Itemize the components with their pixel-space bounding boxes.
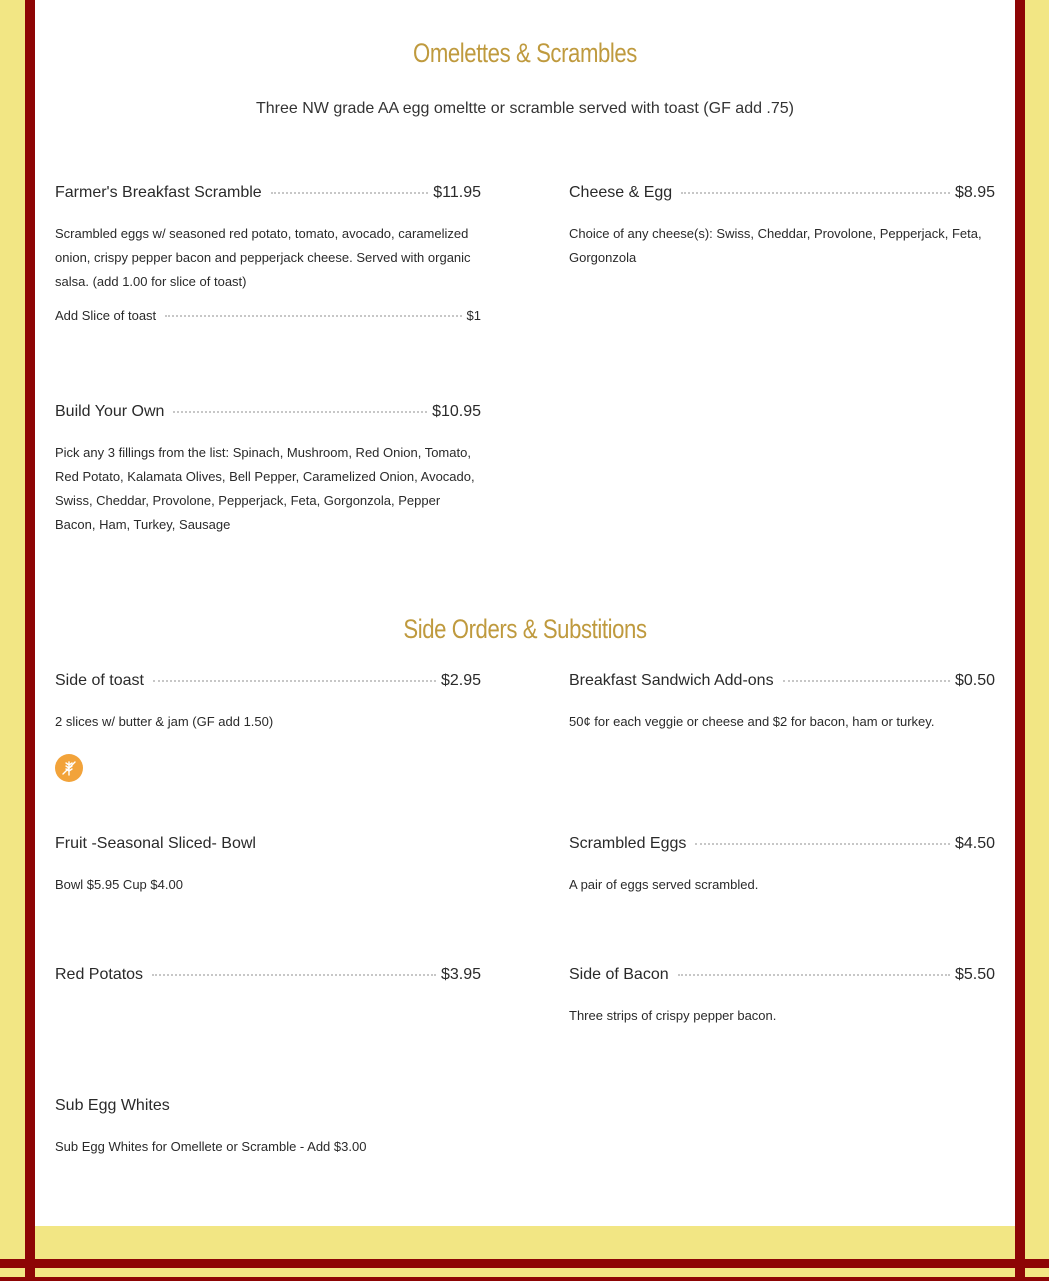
item-name: Side of toast xyxy=(55,672,144,689)
leader-dots xyxy=(783,680,950,682)
item-name: Breakfast Sandwich Add-ons xyxy=(569,672,774,689)
item-description: 2 slices w/ butter & jam (GF add 1.50) xyxy=(55,714,274,729)
right-border-rail xyxy=(1015,0,1025,1281)
bottom-border-bar xyxy=(0,1259,1049,1268)
leader-dots xyxy=(678,974,950,976)
item-description: Three strips of crispy pepper bacon. xyxy=(569,1008,777,1023)
menu-item-side-of-toast[interactable] xyxy=(55,672,481,782)
menu-item-sub-egg-whites[interactable] xyxy=(55,1097,481,1159)
leader-dots xyxy=(153,680,436,682)
menu-item-build-your-own[interactable] xyxy=(55,403,481,537)
item-description: Choice of any cheese(s): Swiss, Cheddar, Provolone, Pepperjack, Feta, Gorgonzola xyxy=(569,226,982,265)
left-border-rail xyxy=(25,0,35,1281)
menu-panel xyxy=(35,0,1015,1226)
menu-item-cheese-egg[interactable] xyxy=(569,184,995,270)
item-name: Build Your Own xyxy=(55,403,165,420)
addon-price: $1 xyxy=(466,308,481,323)
item-price: $10.95 xyxy=(432,403,481,420)
section-subtitle-omelettes: Three NW grade AA egg omeltte or scramble served with toast (GF add .75) xyxy=(255,100,794,117)
menu-item-scrambled-eggs[interactable] xyxy=(569,835,995,897)
leader-dots xyxy=(695,843,950,845)
item-addon[interactable] xyxy=(55,308,481,323)
item-price: $4.50 xyxy=(954,835,995,852)
leader-dots xyxy=(152,974,436,976)
item-price: $0.50 xyxy=(954,672,995,689)
menu-item-farmers-scramble[interactable] xyxy=(55,184,481,323)
addon-name: Add Slice of toast xyxy=(55,308,157,323)
leader-dots xyxy=(165,315,461,317)
item-name: Red Potatos xyxy=(55,966,144,983)
leader-dots xyxy=(681,192,950,194)
leader-dots xyxy=(271,192,429,194)
menu-item-sandwich-addons[interactable] xyxy=(569,672,995,734)
item-price: $2.95 xyxy=(440,672,481,689)
item-name: Fruit -Seasonal Sliced- Bowl xyxy=(55,835,256,852)
item-price: $3.95 xyxy=(440,966,481,983)
item-name: Cheese & Egg xyxy=(569,184,673,201)
item-name: Farmer's Breakfast Scramble xyxy=(55,184,262,201)
item-description: Sub Egg Whites for Omellete or Scramble - Add $3.00 xyxy=(55,1139,367,1154)
item-name: Scrambled Eggs xyxy=(569,835,687,852)
section-title-omelettes: Omelettes & Scrambles xyxy=(413,38,637,68)
item-price: $8.95 xyxy=(954,184,995,201)
item-description: Pick any 3 fillings from the list: Spinach, Mushroom, Red Onion, Tomato, Red Potato, Kalamata Olives, Bell Pepper, Caramelized Onion, Avocado, Swiss, Cheddar, Provolone, Pepperjack, Feta, Gorgonzola, Pepper Bacon, Ham, Turkey, Sausage xyxy=(55,445,475,532)
bottom-border-line xyxy=(0,1277,1049,1281)
menu-item-red-potatos[interactable] xyxy=(55,966,481,990)
leader-dots xyxy=(173,411,427,413)
item-price: $5.50 xyxy=(954,966,995,983)
item-description: 50¢ for each veggie or cheese and $2 for bacon, ham or turkey. xyxy=(569,714,935,729)
item-description: Bowl $5.95 Cup $4.00 xyxy=(55,877,183,892)
gluten-free-wheat-icon xyxy=(55,754,83,782)
item-description: A pair of eggs served scrambled. xyxy=(569,877,759,892)
section-title-sides: Side Orders & Substitions xyxy=(403,614,647,644)
menu-item-fruit-bowl[interactable] xyxy=(55,835,481,897)
item-name: Side of Bacon xyxy=(569,966,669,983)
item-price: $11.95 xyxy=(433,184,481,201)
wheat-icon xyxy=(60,759,78,777)
menu-item-side-of-bacon[interactable] xyxy=(569,966,995,1028)
item-description: Scrambled eggs w/ seasoned red potato, tomato, avocado, caramelized onion, crispy pepper bacon and pepperjack cheese. Served with organic salsa. (add 1.00 for slice of toast) xyxy=(55,226,471,289)
item-name: Sub Egg Whites xyxy=(55,1097,170,1114)
